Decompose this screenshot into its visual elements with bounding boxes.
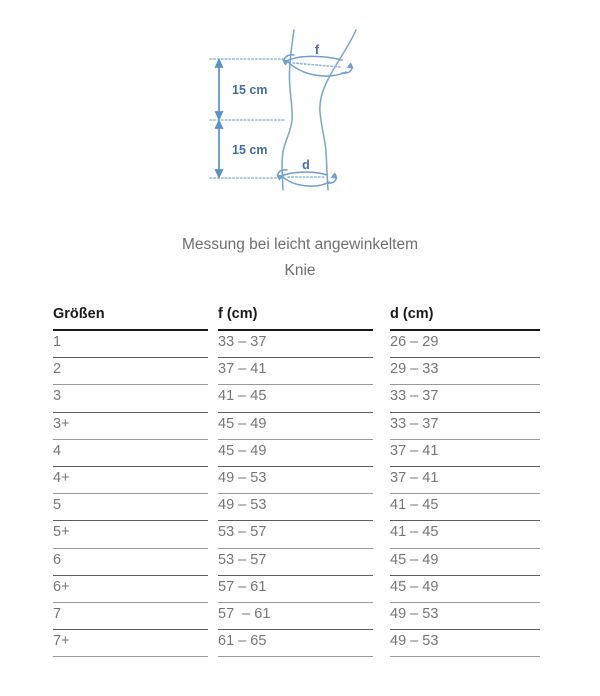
cell-f: 57 – 61 — [218, 603, 373, 630]
circumference-band-lower — [276, 170, 337, 186]
cell-d: 29 – 33 — [390, 358, 540, 385]
cell-d: 37 – 41 — [390, 440, 540, 467]
cell-size: 4 — [53, 440, 208, 467]
size-chart-table — [0, 303, 600, 657]
circumference-band-lower-back — [282, 172, 327, 176]
diagram-caption — [0, 232, 600, 284]
cell-d: 49 – 53 — [390, 630, 540, 657]
table-body — [0, 331, 600, 657]
cell-size: 3+ — [53, 413, 208, 440]
cell-f: 41 – 45 — [218, 385, 373, 412]
table-row — [0, 331, 600, 358]
cell-d: 33 – 37 — [390, 385, 540, 412]
dimension-arrow-lower-head-top — [216, 121, 222, 128]
circumference-arrow-lower-right-head — [331, 172, 338, 178]
guide-lines — [210, 59, 286, 178]
knee-diagram-svg — [190, 28, 410, 193]
table-row — [0, 358, 600, 385]
circumference-band-upper-back — [287, 56, 342, 61]
dimension-arrow-upper-head-top — [216, 60, 222, 67]
cell-f: 61 – 65 — [218, 630, 373, 657]
circumference-label-d: d — [302, 158, 310, 172]
cell-f: 53 – 57 — [218, 549, 373, 576]
table-row — [0, 603, 600, 630]
column-header-d-cm: d (cm) — [390, 303, 540, 331]
cell-f: 57 – 61 — [218, 576, 373, 603]
cell-f: 45 – 49 — [218, 440, 373, 467]
cell-size: 7+ — [53, 630, 208, 657]
table-header-row — [0, 303, 600, 331]
table-row — [0, 413, 600, 440]
dimension-label-upper: 15 cm — [232, 83, 268, 97]
cell-size: 6 — [53, 549, 208, 576]
cell-size: 7 — [53, 603, 208, 630]
dimension-arrows — [216, 60, 222, 177]
dimension-arrow-upper-head-bottom — [216, 112, 222, 119]
column-header-f-cm: f (cm) — [218, 303, 373, 331]
caption-line-1: Messung bei leicht angewinkeltem — [181, 236, 419, 253]
cell-size: 5 — [53, 494, 208, 521]
table-row — [0, 521, 600, 548]
table-row — [0, 549, 600, 576]
table-row — [0, 576, 600, 603]
cell-f: 45 – 49 — [218, 413, 373, 440]
cell-size: 4+ — [53, 467, 208, 494]
cell-d: 33 – 37 — [390, 413, 540, 440]
cell-f: 33 – 37 — [218, 331, 373, 358]
leg-contour-right — [320, 30, 356, 190]
cell-size: 1 — [53, 331, 208, 358]
cell-f: 37 – 41 — [218, 358, 373, 385]
cell-d: 26 – 29 — [390, 331, 540, 358]
knee-measurement-diagram — [0, 0, 600, 215]
dimension-arrow-lower-head-bottom — [216, 170, 222, 177]
circumference-arrow-upper-right-head — [347, 62, 354, 68]
cell-f: 49 – 53 — [218, 494, 373, 521]
cell-d: 49 – 53 — [390, 603, 540, 630]
cell-size: 3 — [53, 385, 208, 412]
cell-size: 5+ — [53, 521, 208, 548]
table-row — [0, 630, 600, 657]
dimension-label-lower: 15 cm — [232, 143, 268, 157]
measure-line-f — [293, 63, 340, 67]
column-header-sizes: Größen — [53, 303, 208, 331]
circumference-label-f: f — [314, 43, 320, 57]
cell-size: 2 — [53, 358, 208, 385]
table-row — [0, 467, 600, 494]
cell-f: 49 – 53 — [218, 467, 373, 494]
table-row — [0, 385, 600, 412]
cell-d: 45 – 49 — [390, 576, 540, 603]
cell-size: 6+ — [53, 576, 208, 603]
table-row — [0, 440, 600, 467]
cell-d: 37 – 41 — [390, 467, 540, 494]
cell-d: 41 – 45 — [390, 521, 540, 548]
cell-f: 53 – 57 — [218, 521, 373, 548]
table-row — [0, 494, 600, 521]
caption-line-2: Knie — [284, 262, 316, 279]
cell-d: 45 – 49 — [390, 549, 540, 576]
leg-contour-left — [282, 30, 294, 190]
cell-d: 41 – 45 — [390, 494, 540, 521]
